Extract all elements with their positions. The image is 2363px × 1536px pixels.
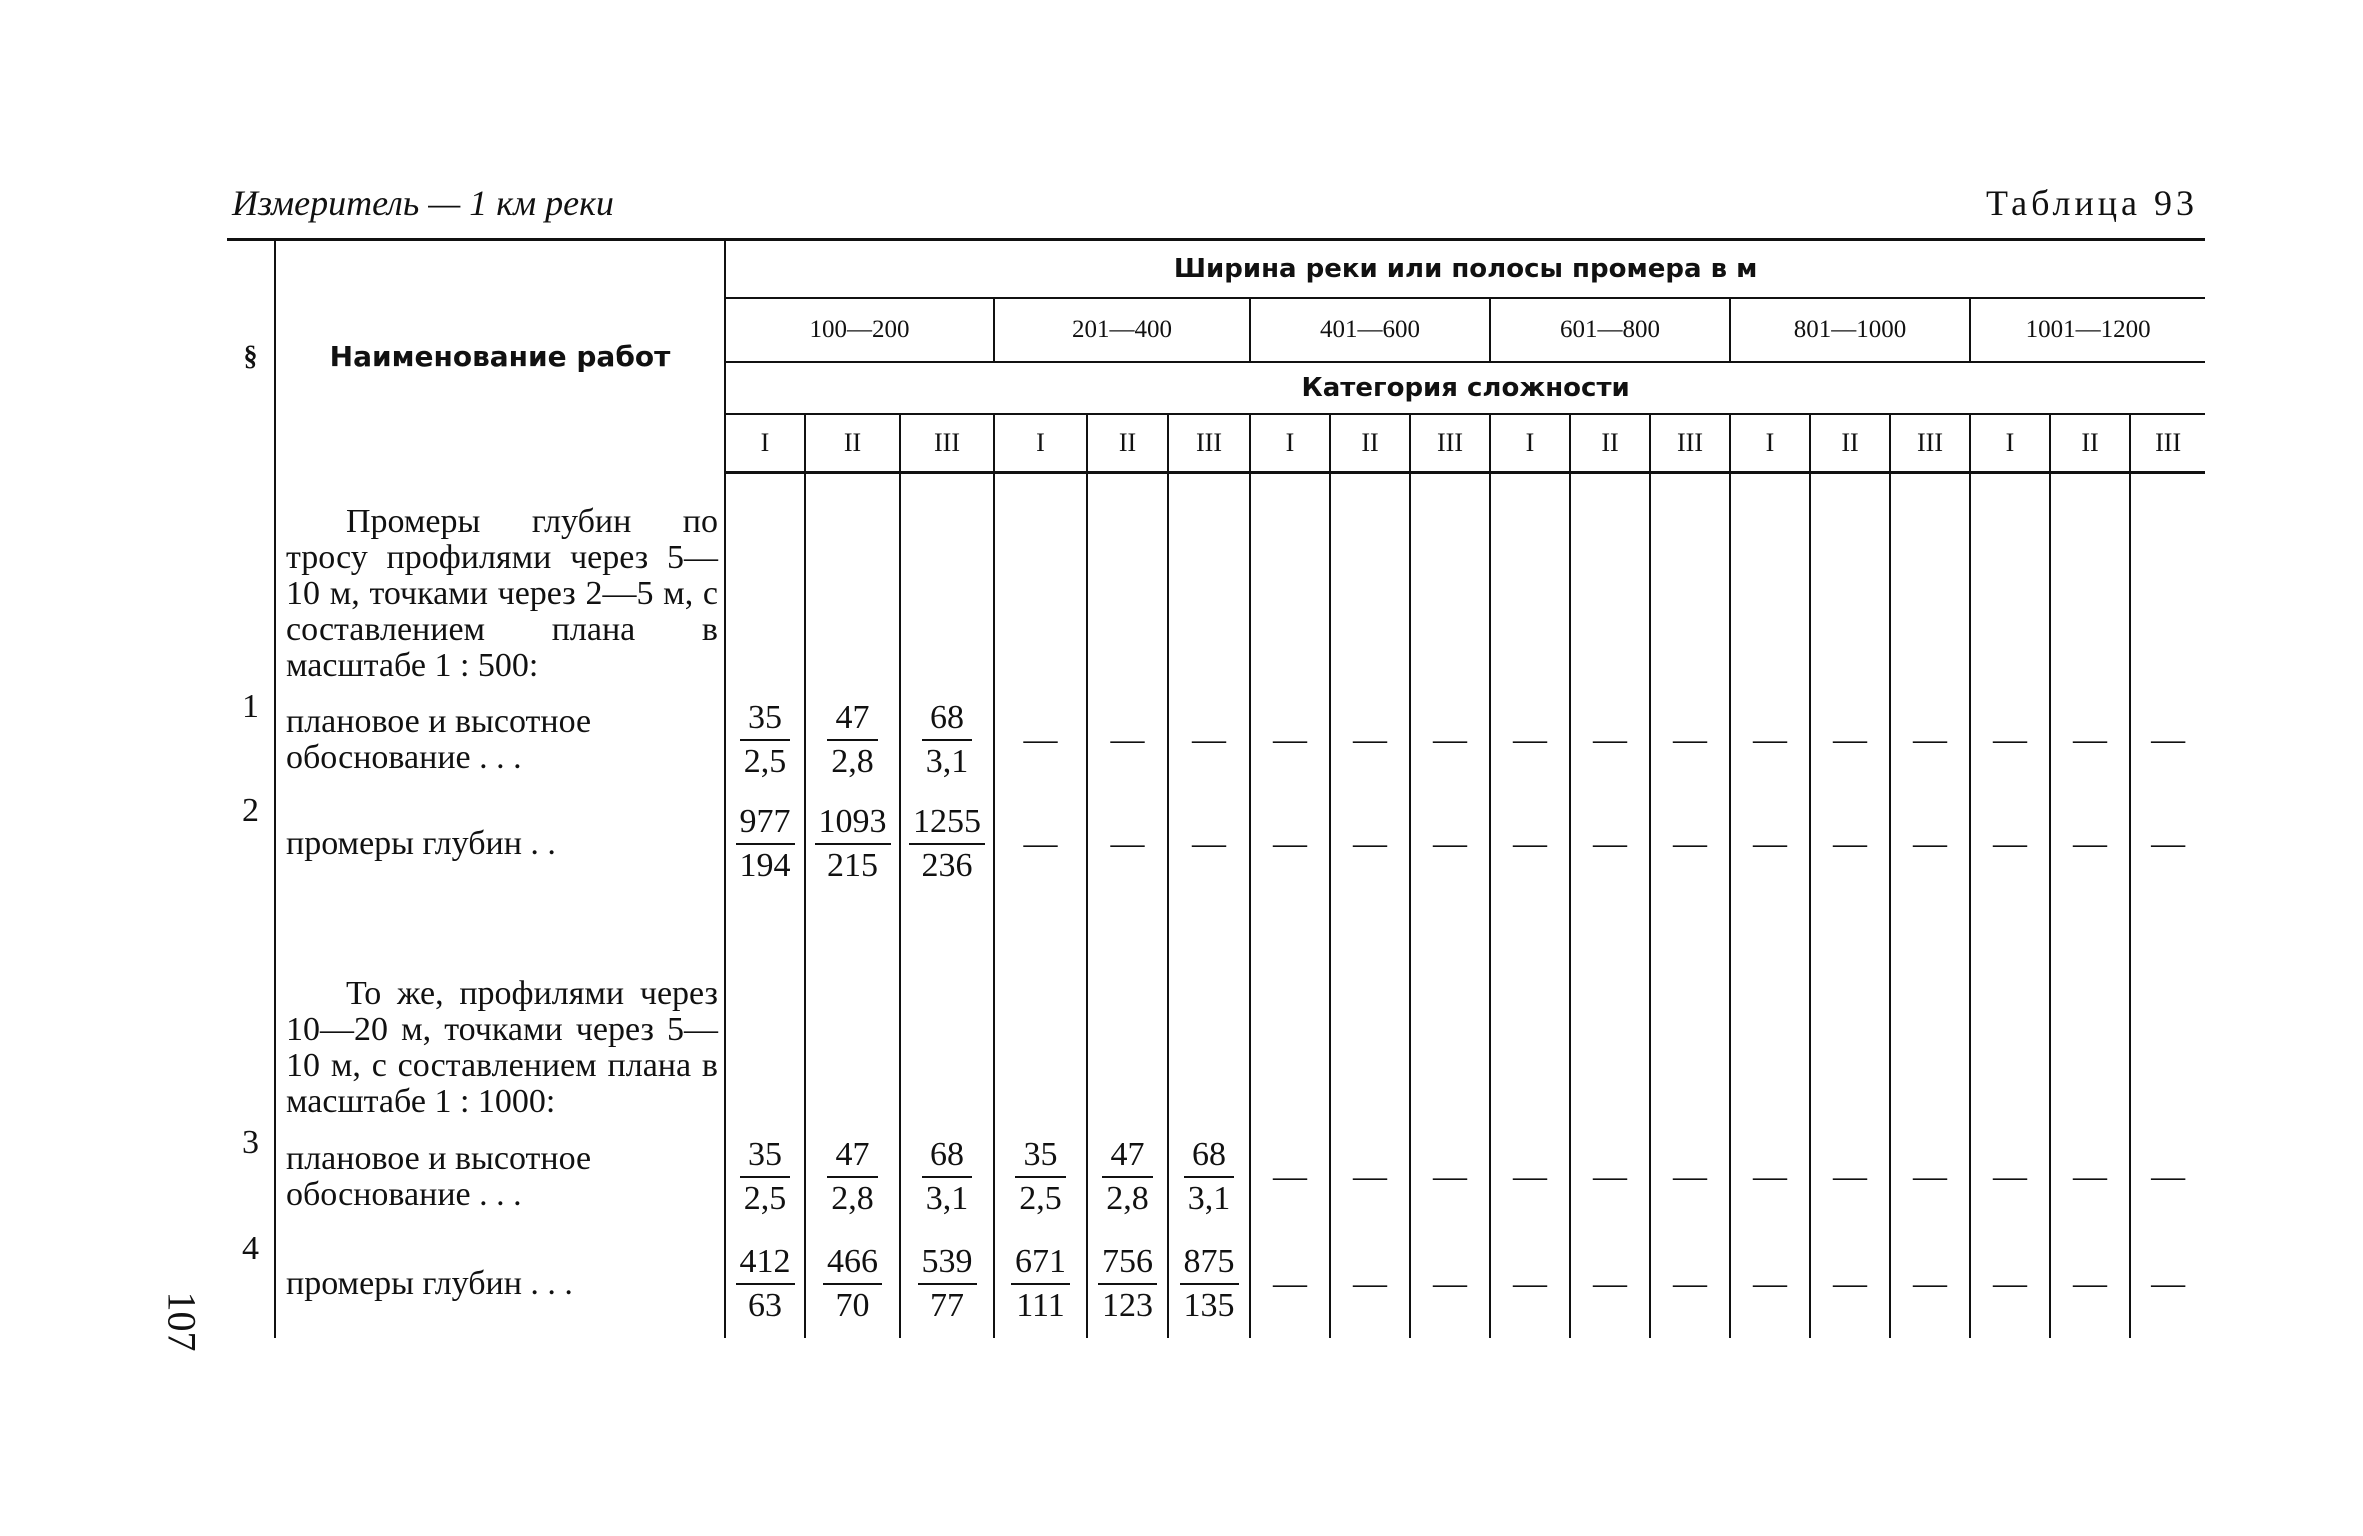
no-value-cell bbox=[1570, 1230, 1650, 1338]
table-header bbox=[227, 240, 2205, 473]
no-value-cell bbox=[1330, 792, 1410, 896]
empty-cell bbox=[725, 896, 805, 1124]
no-value-dash: — bbox=[1753, 1158, 1787, 1195]
time-norm-denominator: 236 bbox=[921, 847, 973, 884]
empty-cell bbox=[1410, 473, 1490, 495]
no-value-cell bbox=[1570, 792, 1650, 896]
norm-fraction bbox=[1087, 1124, 1168, 1230]
no-value-cell bbox=[1410, 792, 1490, 896]
empty-cell bbox=[2050, 896, 2130, 1124]
no-value-dash: — bbox=[1673, 721, 1707, 758]
time-norm-numerator: 68 bbox=[922, 697, 973, 741]
no-value-cell bbox=[1410, 1230, 1490, 1338]
no-value-cell bbox=[1168, 688, 1250, 792]
table-row bbox=[227, 792, 2205, 896]
category-numeral: I bbox=[1730, 414, 1810, 473]
norm-fraction bbox=[900, 1124, 994, 1230]
no-value-dash: — bbox=[1353, 721, 1387, 758]
no-value-dash: — bbox=[1433, 825, 1467, 862]
no-value-cell bbox=[1570, 1124, 1650, 1230]
time-norm-numerator: 539 bbox=[918, 1241, 977, 1285]
no-value-dash: — bbox=[2151, 825, 2186, 862]
time-norm-denominator: 77 bbox=[930, 1287, 964, 1324]
empty-cell bbox=[1970, 896, 2050, 1124]
empty-cell bbox=[2130, 896, 2205, 1124]
no-value-cell bbox=[2130, 688, 2205, 792]
norm-fraction bbox=[1168, 1230, 1250, 1338]
time-norm-denominator: 111 bbox=[1016, 1287, 1065, 1324]
empty-cell bbox=[1810, 494, 1890, 688]
no-value-dash: — bbox=[1913, 1265, 1947, 1302]
time-norm-numerator: 47 bbox=[1102, 1134, 1153, 1178]
norm-fraction bbox=[805, 792, 900, 896]
norm-fraction bbox=[805, 688, 900, 792]
no-value-dash: — bbox=[1023, 825, 1058, 862]
no-value-cell bbox=[1410, 688, 1490, 792]
empty-cell bbox=[1810, 896, 1890, 1124]
no-value-dash: — bbox=[1673, 1265, 1707, 1302]
no-value-dash: — bbox=[1513, 721, 1547, 758]
time-norm-numerator: 47 bbox=[827, 697, 878, 741]
empty-cell bbox=[1970, 473, 2050, 495]
norm-fraction bbox=[725, 1124, 805, 1230]
no-value-dash: — bbox=[1993, 1158, 2027, 1195]
empty-cell bbox=[1730, 494, 1810, 688]
time-norm-denominator: 2,5 bbox=[1019, 1180, 1062, 1217]
no-value-cell bbox=[1490, 1124, 1570, 1230]
no-value-dash: — bbox=[1833, 1265, 1867, 1302]
table-row bbox=[227, 688, 2205, 792]
empty-cell bbox=[1168, 473, 1250, 495]
table-unit-caption: Измеритель — 1 км реки bbox=[232, 183, 614, 223]
empty-cell bbox=[1890, 473, 1970, 495]
norm-fraction bbox=[1168, 1124, 1250, 1230]
no-value-dash: — bbox=[1753, 825, 1787, 862]
no-value-dash: — bbox=[2151, 1265, 2186, 1302]
range-header: 100—200 bbox=[725, 298, 994, 362]
time-norm-denominator: 123 bbox=[1102, 1287, 1153, 1324]
empty-cell bbox=[1570, 494, 1650, 688]
no-value-cell bbox=[1890, 688, 1970, 792]
category-numeral: II bbox=[1087, 414, 1168, 473]
no-value-dash: — bbox=[1913, 721, 1947, 758]
no-value-cell bbox=[1250, 1230, 1330, 1338]
no-value-dash: — bbox=[1993, 1265, 2027, 1302]
no-value-cell bbox=[1250, 1124, 1330, 1230]
no-value-dash: — bbox=[1913, 1158, 1947, 1195]
time-norm-denominator: 3,1 bbox=[925, 1180, 969, 1217]
norm-fraction bbox=[725, 688, 805, 792]
category-numeral: I bbox=[725, 414, 805, 473]
norm-fraction bbox=[725, 1230, 805, 1338]
no-value-dash: — bbox=[1273, 1158, 1307, 1195]
no-value-cell bbox=[1330, 688, 1410, 792]
work-name: плановое и высотное обоснование . . . bbox=[275, 688, 725, 792]
empty-cell bbox=[994, 896, 1087, 1124]
time-norm-denominator: 2,8 bbox=[831, 743, 874, 780]
section-number: 1 bbox=[227, 688, 275, 792]
time-norm-denominator: 2,5 bbox=[743, 743, 787, 780]
no-value-cell bbox=[1970, 792, 2050, 896]
empty-cell bbox=[1730, 896, 1810, 1124]
time-norm-numerator: 35 bbox=[740, 697, 791, 741]
empty-cell bbox=[2050, 494, 2130, 688]
no-value-dash: — bbox=[1593, 825, 1627, 862]
no-value-dash: — bbox=[1110, 721, 1145, 758]
no-value-cell bbox=[1890, 1230, 1970, 1338]
empty-cell bbox=[1087, 494, 1168, 688]
norms-table bbox=[227, 238, 2205, 1338]
empty-cell bbox=[994, 494, 1087, 688]
no-value-cell bbox=[2050, 792, 2130, 896]
no-value-dash: — bbox=[1593, 1158, 1627, 1195]
no-value-cell bbox=[2050, 1124, 2130, 1230]
empty-cell bbox=[1570, 473, 1650, 495]
no-value-dash: — bbox=[2073, 1158, 2107, 1195]
no-value-dash: — bbox=[1433, 1265, 1467, 1302]
empty-cell bbox=[805, 494, 900, 688]
no-value-dash: — bbox=[1023, 721, 1058, 758]
empty-cell bbox=[1250, 494, 1330, 688]
no-value-dash: — bbox=[1833, 825, 1867, 862]
empty-cell bbox=[1168, 494, 1250, 688]
time-norm-numerator: 671 bbox=[1011, 1241, 1070, 1285]
spacer-row bbox=[227, 473, 2205, 495]
empty-cell bbox=[1490, 896, 1570, 1124]
time-norm-numerator: 466 bbox=[823, 1241, 882, 1285]
time-norm-denominator: 70 bbox=[835, 1287, 870, 1324]
empty-cell bbox=[1330, 473, 1410, 495]
no-value-cell bbox=[1810, 688, 1890, 792]
no-value-cell bbox=[1087, 792, 1168, 896]
work-name: промеры глубин . . . bbox=[275, 1230, 725, 1338]
empty-cell bbox=[2130, 473, 2205, 495]
empty-cell bbox=[1570, 896, 1650, 1124]
category-numeral: III bbox=[1410, 414, 1490, 473]
group-title-row bbox=[227, 896, 2205, 1124]
no-value-cell bbox=[2050, 1230, 2130, 1338]
norm-fraction bbox=[900, 792, 994, 896]
table-number: Таблица 93 bbox=[1986, 183, 2198, 223]
no-value-cell bbox=[1890, 1124, 1970, 1230]
empty-cell bbox=[725, 494, 805, 688]
category-numeral: III bbox=[1650, 414, 1730, 473]
category-numeral: I bbox=[1490, 414, 1570, 473]
no-value-dash: — bbox=[1833, 721, 1867, 758]
norm-fraction bbox=[900, 1230, 994, 1338]
no-value-dash: — bbox=[1273, 1265, 1307, 1302]
no-value-cell bbox=[2130, 792, 2205, 896]
no-value-cell bbox=[1168, 792, 1250, 896]
no-value-cell bbox=[994, 792, 1087, 896]
no-value-cell bbox=[1730, 688, 1810, 792]
time-norm-denominator: 194 bbox=[739, 847, 791, 884]
empty-cell bbox=[900, 494, 994, 688]
no-value-dash: — bbox=[1593, 1265, 1627, 1302]
empty-cell bbox=[994, 473, 1087, 495]
no-value-cell bbox=[1730, 1124, 1810, 1230]
time-norm-numerator: 756 bbox=[1098, 1241, 1157, 1285]
no-value-dash: — bbox=[1513, 1265, 1547, 1302]
no-value-dash: — bbox=[1353, 1158, 1387, 1195]
time-norm-denominator: 2,8 bbox=[831, 1180, 874, 1217]
no-value-cell bbox=[1730, 792, 1810, 896]
no-value-cell bbox=[1810, 1124, 1890, 1230]
empty-cell bbox=[900, 473, 994, 495]
time-norm-numerator: 1093 bbox=[815, 801, 891, 845]
no-value-cell bbox=[1650, 1124, 1730, 1230]
no-value-dash: — bbox=[2073, 721, 2107, 758]
empty-cell bbox=[1087, 473, 1168, 495]
time-norm-numerator: 35 bbox=[740, 1134, 791, 1178]
time-norm-numerator: 35 bbox=[1015, 1134, 1066, 1178]
range-header: 601—800 bbox=[1490, 298, 1730, 362]
no-value-dash: — bbox=[1833, 1158, 1867, 1195]
no-value-cell bbox=[1410, 1124, 1490, 1230]
time-norm-numerator: 875 bbox=[1180, 1241, 1239, 1285]
empty-cell bbox=[1890, 494, 1970, 688]
time-norm-denominator: 2,5 bbox=[743, 1180, 787, 1217]
no-value-dash: — bbox=[1673, 1158, 1707, 1195]
no-value-cell bbox=[1650, 688, 1730, 792]
empty-cell bbox=[1490, 494, 1570, 688]
no-value-cell bbox=[1890, 792, 1970, 896]
no-value-cell bbox=[2130, 1124, 2205, 1230]
complexity-category-header: Категория сложности bbox=[725, 362, 2205, 414]
empty-cell bbox=[1250, 473, 1330, 495]
empty-cell bbox=[805, 896, 900, 1124]
empty-cell bbox=[1890, 896, 1970, 1124]
no-value-dash: — bbox=[2151, 721, 2186, 758]
no-value-cell bbox=[1650, 792, 1730, 896]
no-value-cell bbox=[1087, 688, 1168, 792]
no-value-dash: — bbox=[1513, 825, 1547, 862]
no-value-dash: — bbox=[1353, 825, 1387, 862]
no-value-cell bbox=[1330, 1230, 1410, 1338]
no-value-cell bbox=[1650, 1230, 1730, 1338]
empty-cell bbox=[1650, 473, 1730, 495]
time-norm-numerator: 1255 bbox=[909, 801, 985, 845]
time-norm-denominator: 3,1 bbox=[1187, 1180, 1231, 1217]
table-row bbox=[227, 1124, 2205, 1230]
group-title: То же, профилями через 10—20 м, точками через 5—10 м, с составлением плана в масштабе 1 : 1000: bbox=[275, 896, 725, 1124]
no-value-dash: — bbox=[1433, 721, 1467, 758]
category-numeral: II bbox=[1570, 414, 1650, 473]
no-value-dash: — bbox=[1513, 1158, 1547, 1195]
category-numeral: III bbox=[1890, 414, 1970, 473]
work-name: промеры глубин . . bbox=[275, 792, 725, 896]
range-header: 401—600 bbox=[1250, 298, 1490, 362]
section-cell bbox=[227, 473, 275, 495]
no-value-dash: — bbox=[1753, 721, 1787, 758]
empty-cell bbox=[900, 896, 994, 1124]
time-norm-denominator: 2,8 bbox=[1106, 1180, 1149, 1217]
category-numeral: III bbox=[2130, 414, 2205, 473]
time-norm-numerator: 68 bbox=[1184, 1134, 1235, 1178]
norm-fraction bbox=[900, 688, 994, 792]
no-value-dash: — bbox=[1273, 721, 1307, 758]
category-numeral: III bbox=[900, 414, 994, 473]
category-numeral: I bbox=[1250, 414, 1330, 473]
time-norm-numerator: 412 bbox=[736, 1241, 795, 1285]
range-header: 801—1000 bbox=[1730, 298, 1970, 362]
time-norm-denominator: 3,1 bbox=[925, 743, 969, 780]
empty-cell bbox=[1490, 473, 1570, 495]
no-value-dash: — bbox=[1353, 1265, 1387, 1302]
col-name-header: Наименование работ bbox=[275, 240, 725, 473]
empty-cell bbox=[1087, 896, 1168, 1124]
no-value-cell bbox=[1970, 688, 2050, 792]
category-numeral: II bbox=[1330, 414, 1410, 473]
category-numeral: II bbox=[1810, 414, 1890, 473]
no-value-dash: — bbox=[2151, 1158, 2186, 1195]
empty-cell bbox=[1330, 896, 1410, 1124]
no-value-cell bbox=[1810, 792, 1890, 896]
empty-cell bbox=[1730, 473, 1810, 495]
no-value-cell bbox=[1810, 1230, 1890, 1338]
no-value-dash: — bbox=[2073, 1265, 2107, 1302]
no-value-cell bbox=[1970, 1230, 2050, 1338]
category-numeral: III bbox=[1168, 414, 1250, 473]
section-cell bbox=[227, 896, 275, 1124]
category-numeral: II bbox=[805, 414, 900, 473]
no-value-cell bbox=[994, 688, 1087, 792]
no-value-dash: — bbox=[1673, 825, 1707, 862]
empty-cell bbox=[1330, 494, 1410, 688]
river-width-header: Ширина реки или полосы промера в м bbox=[725, 240, 2205, 299]
empty-cell bbox=[1410, 896, 1490, 1124]
section-number: 2 bbox=[227, 792, 275, 896]
no-value-cell bbox=[1970, 1124, 2050, 1230]
empty-cell bbox=[1970, 494, 2050, 688]
norm-fraction bbox=[1087, 1230, 1168, 1338]
empty-cell bbox=[2050, 473, 2130, 495]
time-norm-denominator: 215 bbox=[827, 847, 878, 884]
no-value-cell bbox=[2050, 688, 2130, 792]
group-title: Промеры глубин по тросу профилями через 5—10 м, точками через 2—5 м, с составлением плана в масштабе 1 : 500: bbox=[275, 494, 725, 688]
empty-cell bbox=[725, 473, 805, 495]
no-value-dash: — bbox=[1433, 1158, 1467, 1195]
no-value-dash: — bbox=[1110, 825, 1145, 862]
time-norm-denominator: 135 bbox=[1183, 1287, 1235, 1324]
no-value-dash: — bbox=[1993, 825, 2027, 862]
section-number: 3 bbox=[227, 1124, 275, 1230]
no-value-dash: — bbox=[1192, 825, 1226, 862]
no-value-cell bbox=[1490, 1230, 1570, 1338]
no-value-dash: — bbox=[1192, 721, 1226, 758]
no-value-cell bbox=[1730, 1230, 1810, 1338]
empty-cell bbox=[1650, 896, 1730, 1124]
no-value-cell bbox=[2130, 1230, 2205, 1338]
norm-fraction bbox=[994, 1124, 1087, 1230]
no-value-cell bbox=[1490, 688, 1570, 792]
empty-cell bbox=[1410, 494, 1490, 688]
time-norm-numerator: 47 bbox=[827, 1134, 878, 1178]
no-value-dash: — bbox=[1913, 825, 1947, 862]
no-value-cell bbox=[1250, 792, 1330, 896]
time-norm-denominator: 63 bbox=[748, 1287, 782, 1324]
time-norm-numerator: 977 bbox=[736, 801, 795, 845]
empty-cell bbox=[1650, 494, 1730, 688]
category-numeral: II bbox=[2050, 414, 2130, 473]
col-section-header: § bbox=[227, 240, 275, 473]
norm-fraction bbox=[805, 1230, 900, 1338]
group-title-row bbox=[227, 494, 2205, 688]
name-cell bbox=[275, 473, 725, 495]
section-number: 4 bbox=[227, 1230, 275, 1338]
empty-cell bbox=[1250, 896, 1330, 1124]
no-value-cell bbox=[1250, 688, 1330, 792]
no-value-dash: — bbox=[1593, 721, 1627, 758]
table-body bbox=[227, 473, 2205, 1339]
empty-cell bbox=[1168, 896, 1250, 1124]
no-value-dash: — bbox=[1753, 1265, 1787, 1302]
table-row bbox=[227, 1230, 2205, 1338]
no-value-dash: — bbox=[2073, 825, 2107, 862]
category-numeral: I bbox=[1970, 414, 2050, 473]
empty-cell bbox=[805, 473, 900, 495]
page-number: 107 bbox=[159, 1291, 205, 1352]
norm-fraction bbox=[994, 1230, 1087, 1338]
section-cell bbox=[227, 494, 275, 688]
time-norm-numerator: 68 bbox=[922, 1134, 973, 1178]
no-value-cell bbox=[1490, 792, 1570, 896]
no-value-dash: — bbox=[1273, 825, 1307, 862]
range-header: 201—400 bbox=[994, 298, 1250, 362]
no-value-cell bbox=[1570, 688, 1650, 792]
category-numeral: I bbox=[994, 414, 1087, 473]
range-header: 1001—1200 bbox=[1970, 298, 2205, 362]
no-value-cell bbox=[1330, 1124, 1410, 1230]
empty-cell bbox=[1810, 473, 1890, 495]
no-value-dash: — bbox=[1993, 721, 2027, 758]
norm-fraction bbox=[725, 792, 805, 896]
work-name: плановое и высотное обоснование . . . bbox=[275, 1124, 725, 1230]
empty-cell bbox=[2130, 494, 2205, 688]
norm-fraction bbox=[805, 1124, 900, 1230]
